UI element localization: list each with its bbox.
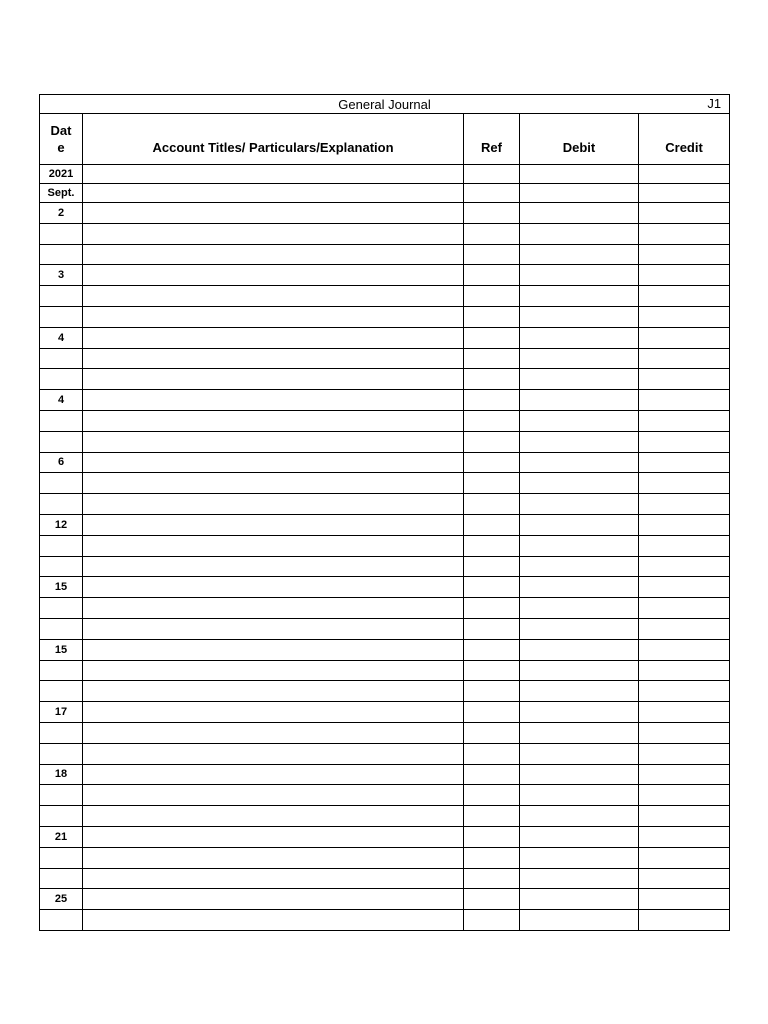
table-row [40,743,730,764]
account-cell [83,847,464,868]
account-cell [83,369,464,390]
debit-cell [520,390,639,411]
table-row [40,722,730,743]
table-row [40,265,730,286]
table-row [40,660,730,681]
date-cell [40,286,83,307]
credit-cell [639,598,730,619]
debit-cell [520,660,639,681]
debit-cell [520,286,639,307]
date-cell [40,244,83,265]
debit-cell [520,743,639,764]
debit-cell [520,847,639,868]
credit-cell [639,348,730,369]
account-cell [83,473,464,494]
date-cell [40,722,83,743]
table-row [40,910,730,931]
ref-cell [464,165,520,184]
journal-header-row [40,114,730,165]
table-row [40,410,730,431]
ref-cell [464,203,520,224]
ref-cell [464,598,520,619]
journal-title-row [40,95,730,114]
table-row [40,514,730,535]
account-cell [83,327,464,348]
account-cell [83,722,464,743]
credit-cell [639,390,730,411]
credit-cell [639,618,730,639]
account-cell [83,639,464,660]
table-row [40,390,730,411]
date-cell: Sept. [40,184,83,203]
ref-cell [464,910,520,931]
credit-cell [639,806,730,827]
table-row [40,535,730,556]
table-row [40,847,730,868]
date-header-line2: e [57,140,65,155]
date-cell [40,431,83,452]
account-cell [83,618,464,639]
ref-cell [464,785,520,806]
ref-cell [464,702,520,723]
table-row [40,286,730,307]
table-row [40,639,730,660]
credit-cell [639,327,730,348]
debit-cell [520,203,639,224]
debit-cell [520,369,639,390]
date-cell [40,348,83,369]
credit-cell [639,681,730,702]
credit-cell [639,244,730,265]
credit-cell [639,826,730,847]
credit-cell [639,494,730,515]
ref-cell [464,327,520,348]
debit-cell [520,165,639,184]
table-row [40,203,730,224]
credit-cell [639,577,730,598]
ref-cell [464,806,520,827]
general-journal-table [39,94,730,931]
date-cell: 21 [40,826,83,847]
credit-cell [639,910,730,931]
debit-cell [520,452,639,473]
account-cell [83,785,464,806]
credit-cell [639,286,730,307]
date-cell [40,910,83,931]
account-cell [83,577,464,598]
debit-cell [520,722,639,743]
account-cell [83,681,464,702]
ref-cell [464,369,520,390]
date-cell: 4 [40,390,83,411]
date-cell [40,535,83,556]
debit-cell [520,327,639,348]
debit-cell [520,223,639,244]
date-header-line1: Dat [50,123,72,138]
account-cell [83,806,464,827]
table-row [40,306,730,327]
debit-cell [520,514,639,535]
debit-cell [520,868,639,889]
date-cell [40,473,83,494]
credit-cell [639,184,730,203]
debit-cell [520,184,639,203]
date-cell: 18 [40,764,83,785]
account-cell [83,514,464,535]
ref-cell [464,494,520,515]
account-cell [83,244,464,265]
account-cell [83,889,464,910]
account-cell [83,660,464,681]
ref-cell [464,681,520,702]
account-cell [83,868,464,889]
credit-cell [639,847,730,868]
date-cell [40,410,83,431]
ref-cell [464,348,520,369]
date-cell: 6 [40,452,83,473]
credit-cell [639,660,730,681]
credit-cell [639,473,730,494]
table-row [40,889,730,910]
ref-cell [464,764,520,785]
debit-cell [520,785,639,806]
journal-title: General Journal [338,96,431,112]
ref-cell [464,265,520,286]
ref-cell [464,431,520,452]
journal-title-cell [40,95,730,114]
date-cell [40,743,83,764]
account-cell [83,598,464,619]
debit-cell [520,618,639,639]
credit-cell [639,203,730,224]
debit-cell [520,910,639,931]
ref-cell [464,889,520,910]
date-cell [40,660,83,681]
date-cell [40,785,83,806]
credit-cell [639,452,730,473]
date-cell [40,223,83,244]
credit-cell [639,165,730,184]
date-cell [40,494,83,515]
table-row [40,785,730,806]
debit-cell [520,473,639,494]
ref-cell [464,660,520,681]
credit-cell [639,223,730,244]
credit-cell [639,556,730,577]
date-cell [40,306,83,327]
ref-header: Ref [464,114,520,165]
ref-cell [464,244,520,265]
credit-cell [639,535,730,556]
account-cell [83,306,464,327]
ref-cell [464,639,520,660]
account-cell [83,764,464,785]
ref-cell [464,722,520,743]
ref-cell [464,618,520,639]
table-row [40,494,730,515]
ref-cell [464,868,520,889]
credit-cell [639,743,730,764]
ref-cell [464,306,520,327]
table-row [40,681,730,702]
account-cell [83,452,464,473]
ref-cell [464,826,520,847]
account-cell [83,494,464,515]
ref-cell [464,452,520,473]
account-cell [83,184,464,203]
table-row [40,244,730,265]
credit-cell [639,514,730,535]
date-cell [40,847,83,868]
table-row [40,556,730,577]
debit-cell [520,889,639,910]
journal-page-label: J1 [707,96,722,111]
debit-cell [520,826,639,847]
debit-cell [520,806,639,827]
debit-cell [520,681,639,702]
ref-cell [464,577,520,598]
ref-cell [464,514,520,535]
debit-cell [520,702,639,723]
debit-cell [520,306,639,327]
ref-cell [464,223,520,244]
account-cell [83,431,464,452]
table-row [40,473,730,494]
credit-cell [639,889,730,910]
debit-cell [520,494,639,515]
debit-cell [520,431,639,452]
account-cell [83,348,464,369]
table-row [40,868,730,889]
ref-cell [464,390,520,411]
date-cell: 2 [40,203,83,224]
account-cell [83,165,464,184]
credit-cell [639,410,730,431]
account-cell [83,410,464,431]
debit-cell [520,639,639,660]
ref-cell [464,473,520,494]
ref-cell [464,847,520,868]
debit-cell [520,556,639,577]
account-cell [83,535,464,556]
ref-cell [464,286,520,307]
table-row [40,431,730,452]
ref-cell [464,184,520,203]
table-row [40,702,730,723]
date-header [40,114,83,165]
credit-cell [639,702,730,723]
account-cell [83,286,464,307]
account-cell [83,223,464,244]
date-cell [40,556,83,577]
credit-cell [639,265,730,286]
table-row [40,598,730,619]
account-cell [83,743,464,764]
credit-cell [639,868,730,889]
table-row [40,327,730,348]
table-row [40,618,730,639]
debit-cell [520,598,639,619]
account-cell [83,826,464,847]
table-row [40,764,730,785]
date-cell [40,598,83,619]
table-row [40,223,730,244]
date-cell: 17 [40,702,83,723]
table-row [40,452,730,473]
credit-cell [639,306,730,327]
debit-cell [520,348,639,369]
ref-cell [464,410,520,431]
credit-cell [639,369,730,390]
account-cell [83,203,464,224]
ref-cell [464,743,520,764]
debit-cell [520,535,639,556]
date-cell [40,806,83,827]
account-cell [83,265,464,286]
date-cell: 2021 [40,165,83,184]
date-cell [40,681,83,702]
debit-cell [520,410,639,431]
date-cell: 15 [40,577,83,598]
credit-header: Credit [639,114,730,165]
account-cell [83,702,464,723]
credit-cell [639,639,730,660]
debit-cell [520,265,639,286]
account-cell [83,390,464,411]
account-header: Account Titles/ Particulars/Explanation [83,114,464,165]
table-row [40,806,730,827]
credit-cell [639,785,730,806]
date-cell: 4 [40,327,83,348]
credit-cell [639,764,730,785]
debit-cell [520,577,639,598]
date-cell [40,369,83,390]
date-cell [40,868,83,889]
table-row [40,826,730,847]
table-row [40,369,730,390]
date-cell: 15 [40,639,83,660]
ref-cell [464,535,520,556]
date-cell [40,618,83,639]
table-row [40,348,730,369]
credit-cell [639,431,730,452]
debit-header: Debit [520,114,639,165]
date-cell: 25 [40,889,83,910]
table-row [40,165,730,184]
debit-cell [520,764,639,785]
debit-cell [520,244,639,265]
ref-cell [464,556,520,577]
table-row [40,184,730,203]
date-cell: 12 [40,514,83,535]
date-cell: 3 [40,265,83,286]
table-row [40,577,730,598]
credit-cell [639,722,730,743]
account-cell [83,910,464,931]
account-cell [83,556,464,577]
